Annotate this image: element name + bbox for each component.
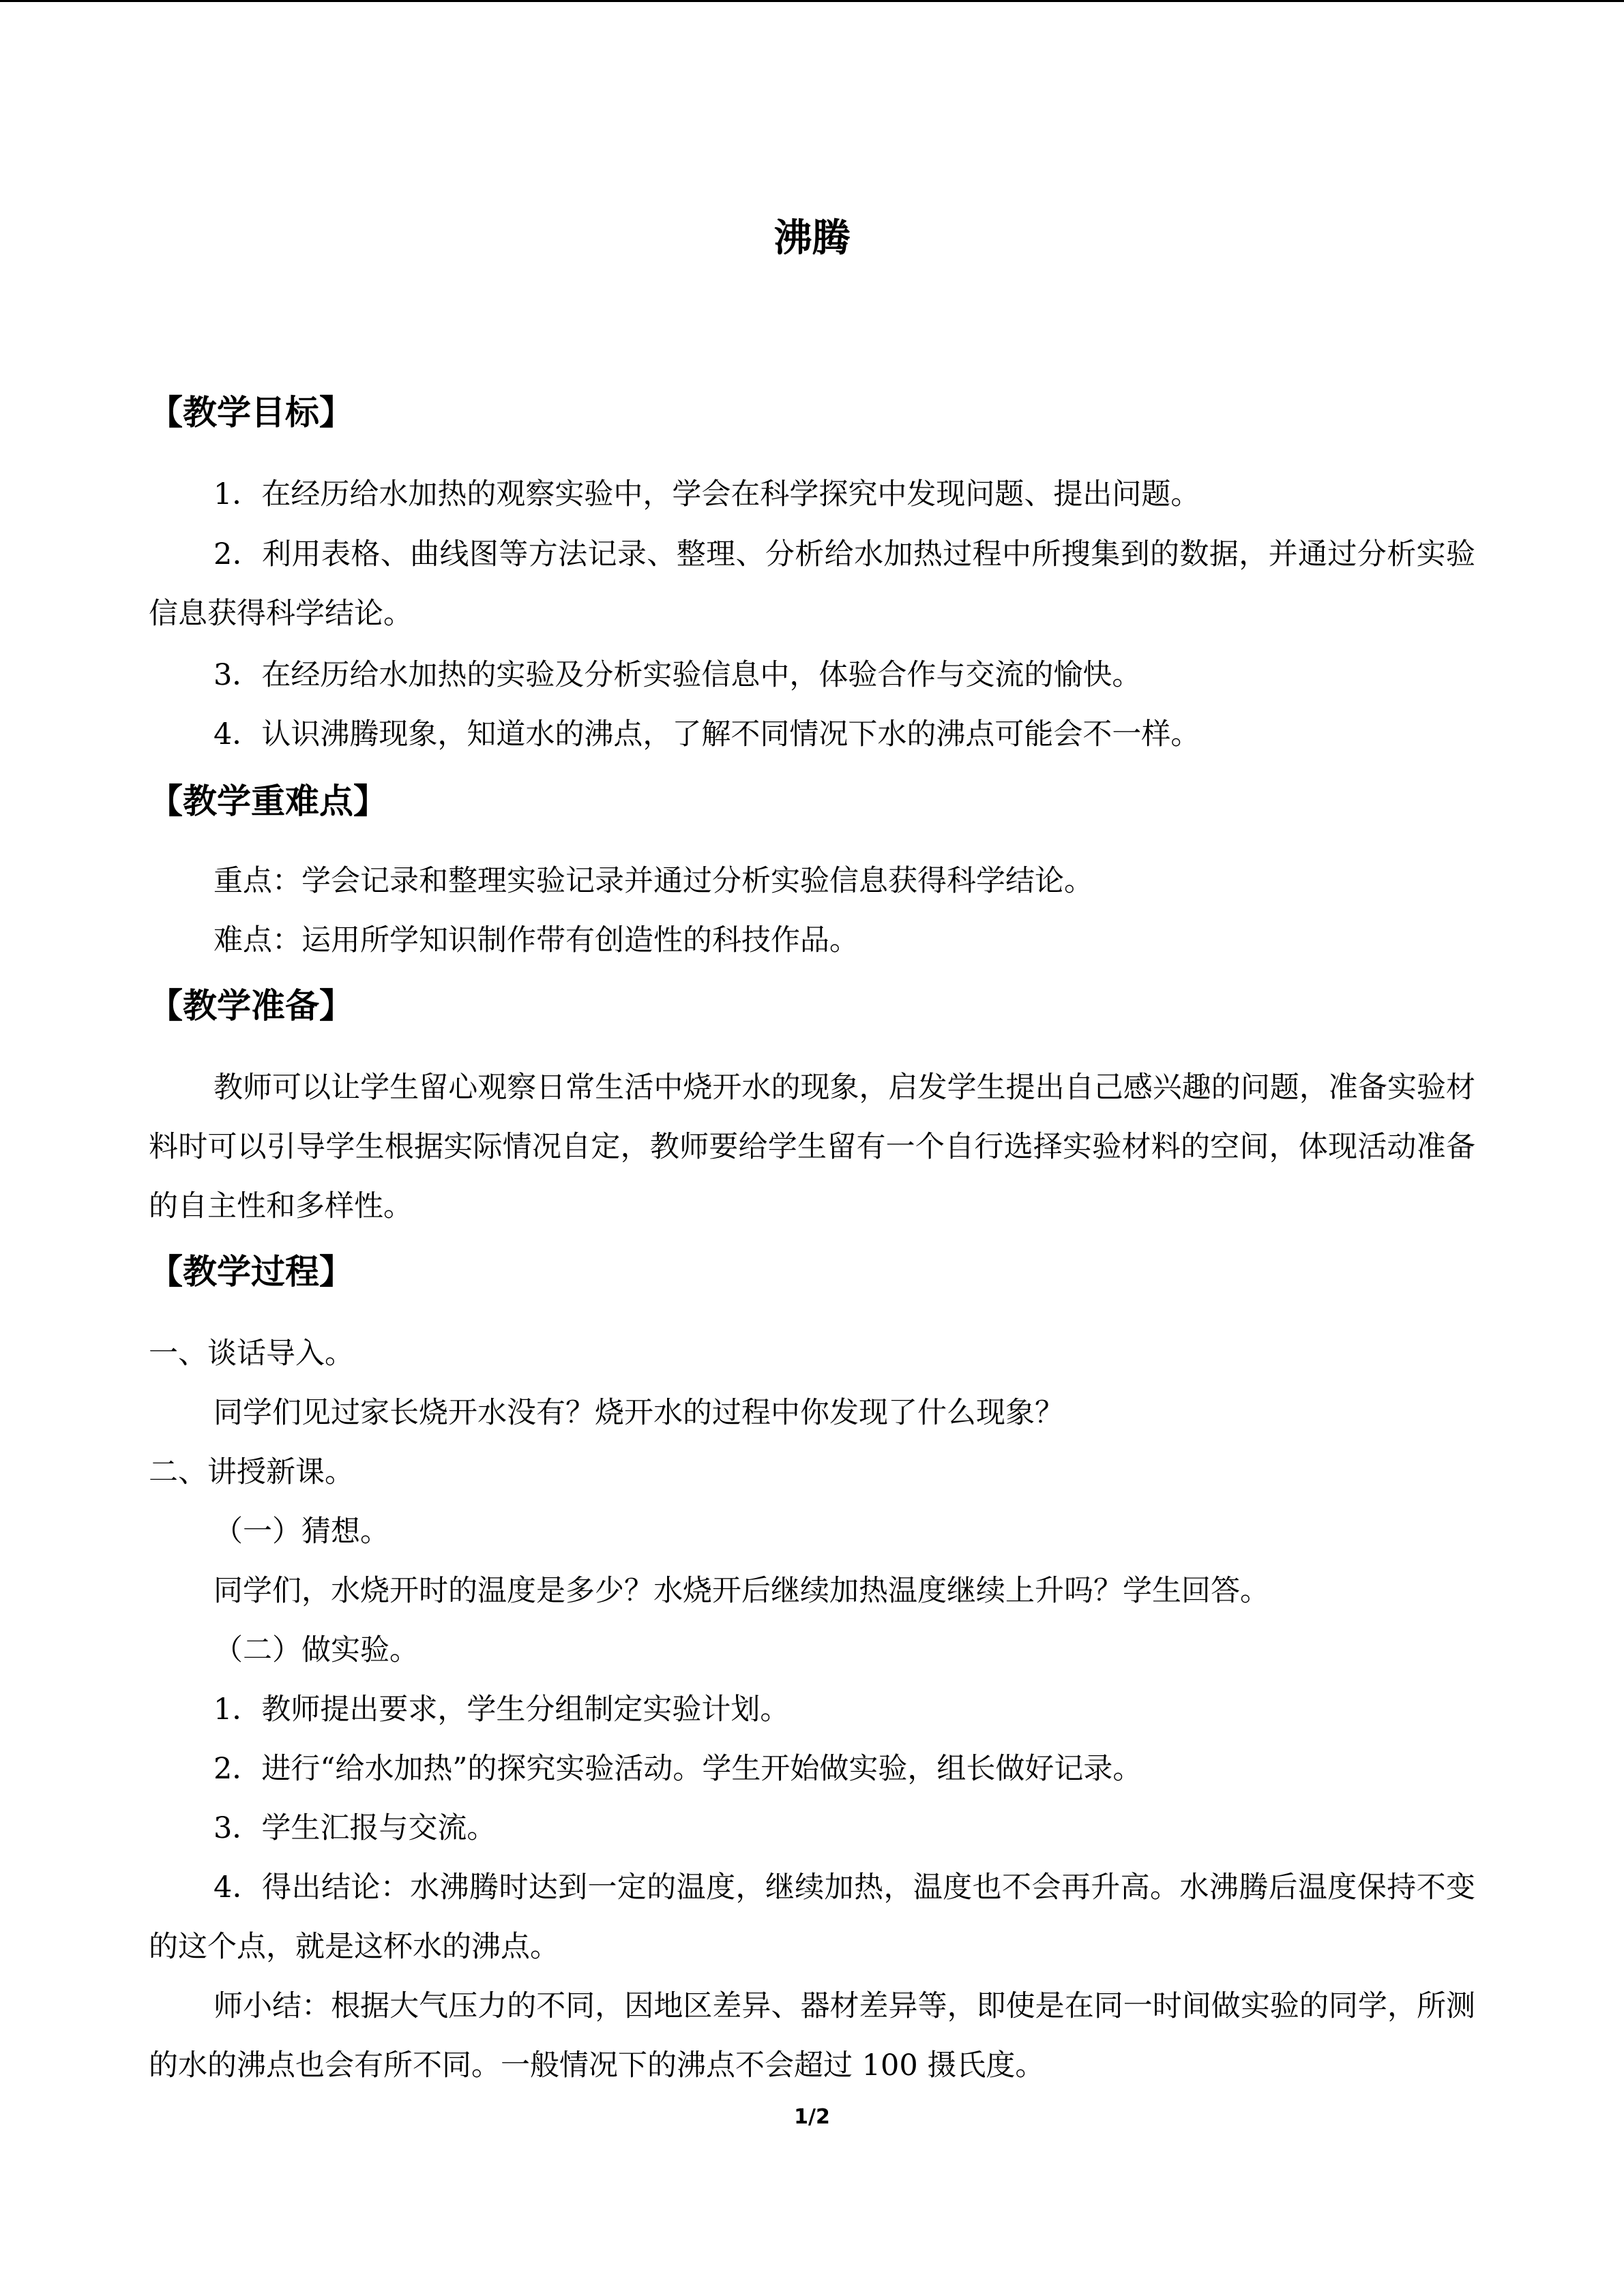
goal-item-3: 3．在经历给水加热的实验及分析实验信息中，体验合作与交流的愉快。: [213, 658, 1142, 692]
process-part1-title: 一、谈话导入。: [149, 1337, 354, 1371]
preparation-text: 教师可以让学生留心观察日常生活中烧开水的现象，启发学生提出自己感兴趣的问题，准备实验材料时可以引导学生根据实际情况自定，教师要给学生留有一个自行选择实验材料的空间，体现活动准备的自主性和多样性。: [149, 1071, 1475, 1223]
top-border-line: [0, 0, 1624, 2]
section-heading-preparation: 【教学准备】: [149, 986, 353, 1026]
page-number: 1/2: [794, 2105, 830, 2129]
process-step-2: 2．进行“给水加热”的探究实验活动。学生开始做实验，组长做好记录。: [213, 1752, 1142, 1786]
process-sub1-title: （一）猜想。: [213, 1515, 389, 1549]
process-part2-title: 二、讲授新课。: [149, 1455, 354, 1489]
section-heading-key-points: 【教学重难点】: [149, 781, 387, 821]
process-sub2-title: （二）做实验。: [213, 1633, 419, 1667]
process-step-1: 1．教师提出要求，学生分组制定实验计划。: [213, 1693, 790, 1727]
goal-item-4: 4．认识沸腾现象，知道水的沸点，了解不同情况下水的沸点可能会不一样。: [213, 717, 1200, 751]
process-summary: 师小结：根据大气压力的不同，因地区差异、器材差异等，即使是在同一时间做实验的同学，所测的水的沸点也会有所不同。一般情况下的沸点不会超过 100 摄氏度。: [149, 1989, 1475, 2083]
goal-item-1: 1．在经历给水加热的观察实验中，学会在科学探究中发现问题、提出问题。: [213, 477, 1200, 511]
key-point-difficulty: 难点：运用所学知识制作带有创造性的科技作品。: [213, 923, 859, 957]
goal-item-2: 2．利用表格、曲线图等方法记录、整理、分析给水加热过程中所搜集到的数据，并通过分析实验信息获得科学结论。: [149, 537, 1475, 631]
document-title: 沸腾: [773, 216, 851, 260]
section-heading-goals: 【教学目标】: [149, 393, 353, 432]
key-point-focus: 重点：学会记录和整理实验记录并通过分析实验信息获得科学结论。: [213, 864, 1093, 898]
process-step-4: 4．得出结论：水沸腾时达到一定的温度，继续加热，温度也不会再升高。水沸腾后温度保持不变的这个点，就是这杯水的沸点。: [149, 1870, 1475, 1964]
section-heading-process: 【教学过程】: [149, 1252, 353, 1292]
process-part1-text: 同学们见过家长烧开水没有？烧开水的过程中你发现了什么现象？: [213, 1396, 1064, 1430]
process-step-3: 3．学生汇报与交流。: [213, 1811, 497, 1845]
process-sub1-text: 同学们，水烧开时的温度是多少？水烧开后继续加热温度继续上升吗？学生回答。: [213, 1574, 1269, 1608]
